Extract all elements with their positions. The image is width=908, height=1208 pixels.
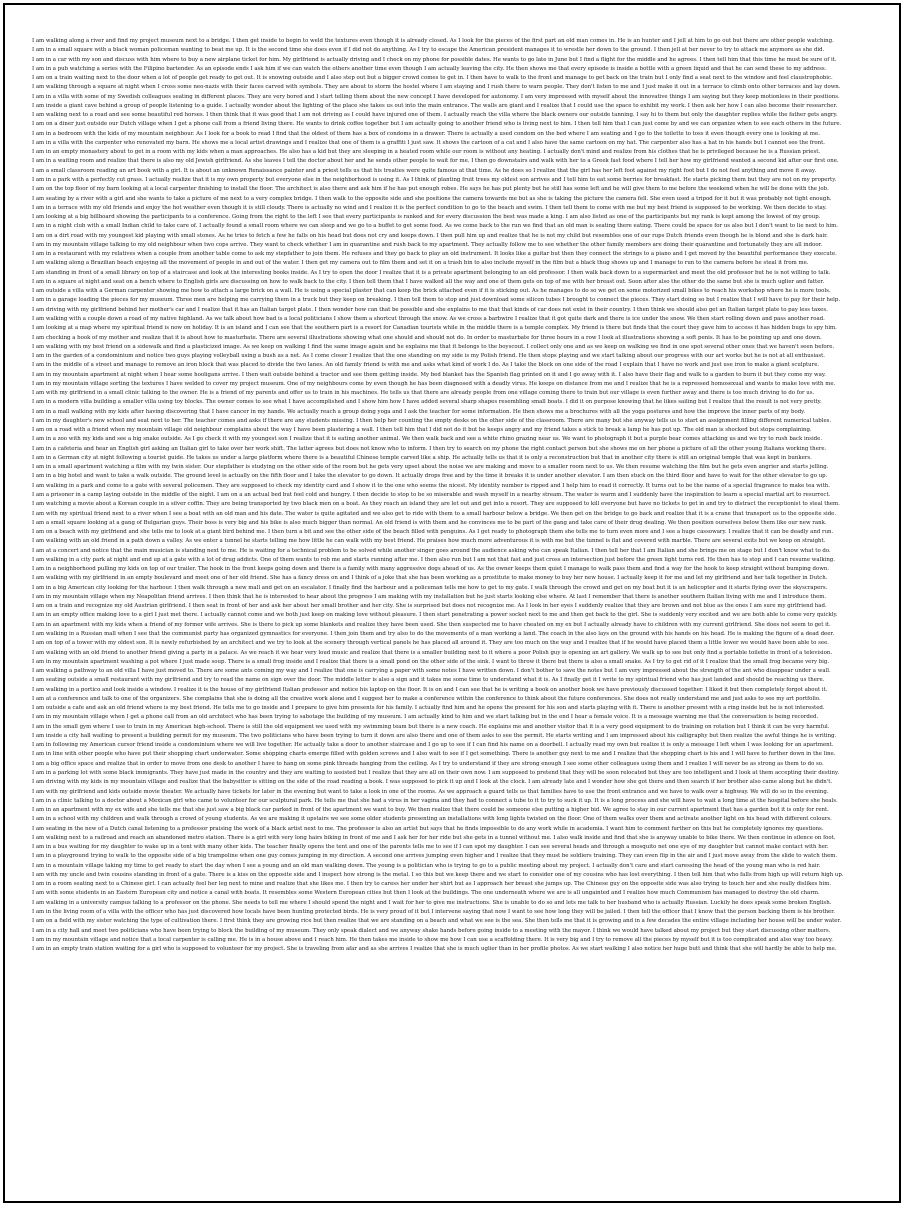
document-line: I am in the living room of a villa with the officer who has just discovered how locals have been hunting protected birds. He is very proud of it but I intervene saying that now I want to see how long they will be jailed. I then tell the officer that I know that the person backing them is his brother.: [32, 908, 835, 915]
document-line: I am walking next to a railroad and reach an abandoned metro station. There is a girl with very long hairs biking in front of me and I ask her for her ride but she gets in a tunnel without me. I also walk inside and find that she is anyway unable to bike there. We then continue in silence on foot.: [32, 834, 836, 841]
document-line: I am in a bedroom with the kids of my mountain neighbour. As I look for a book to read I find that the oldest of them has a box of condoms in a drawer. There is actually a used condom on the bed where I am seating and I go to the toilette to toss it even though every one is looking at me.: [32, 130, 820, 137]
document-line: I am in an empty office making love to a girl I just met there. I actually cannot come and we both just keep on making love without pleasure. I then start penetrating a power socket next to me and then get back to the girl. She is suddenly very excited and we are both able to come very quickly.: [32, 612, 838, 619]
document-line: I am in a big American city looking for the harbour. I then walk through a new mall and get on an escalator. I finally find the harbour and a policeman tells me how to get to my gate. I walk through the crowd and get on my boat but it is an helicopter and it starts flying over the skyscrapers.: [32, 584, 828, 591]
document-line: I am in a zoo with my kids and see a big snake outside. As I go check it with my youngest son I realize that it is eating another animal. We then walk back and see a white rhino grazing near us. We want to photograph it but a purple bear comes attacking us and we try to rush back inside.: [32, 436, 823, 443]
document-line: I am watching a movie about a Korean couple in a silver coffin. They are being transported by two black men on a boat. As they reach an island they are let out and get into a resort. They are supposed to kill everyone but have no tickets to get in and try to distract the receptionist to steal them.: [32, 501, 840, 508]
document-line: I am walking in a city park at night and end up at a gate with a lot of drug addicts. One of them wants to rob me and starts running after me. I then also run but I am not that fast and just cross an intersection just before the green light turns red. He then has to stop and I can resume walking.: [32, 556, 835, 563]
document-line: I am in a playground trying to walk to the opposite side of a big trampoline when one guy comes jumping in my direction. A second one arrives jumping even higher and I realize that they must be soldiers training. They can even flip in the air and I just move away from the slide to watch them.: [32, 853, 838, 860]
page-frame: [3, 3, 901, 1203]
document-line: I am looking at a map where my spiritual friend is now on holiday. It is an island and I can see that the southern part is a resort for Canadian tourists while in the middle there is a temple complex. My friend is there but finds that the court they gave him to access it has hidden bugs to spy him.: [32, 325, 837, 332]
document-line: I am seating outside a small restaurant with my girlfriend and try to read the name on sign over the door. The middle letter is also a sign and it takes me some time to understand what it is. As I finally get it I write to my spiritual friend who has just landed and should be reaching us there.: [32, 677, 825, 684]
document-line: I am in line with other people who have put their shopping chart underwater. Some shopping charts emerge filled with golden screws and I also wait to see if I get something. There is another guy next to me and I realize that the shopping chart is his and I will have to further down in the line.: [32, 751, 836, 758]
document-body: [32, 37, 882, 1202]
document-line: I am in my daughter's new school and seat next to her. The teacher comes and asks if there are any students missing. I then help her counting the empty desks on the other side of the classroom. There are many but she anyway tells us to start an assignment filling different numerical tables.: [32, 417, 832, 424]
document-line: I am in the middle of a street and manage to remove an iron block that was placed to divide the two lanes. An old family friend is with me and asks what kind of work I do. As I take the block on one side of the road I explain that I have no work and just use iron to make a giant sculpture.: [32, 362, 820, 369]
document-line: I am on a train waiting next to the door when a lot of people get ready to get out. It is snowing outside and I also step out but a bigger crowd comes to get in. I then have to walk to the front and manage to get back on the train but I only find a seat next to the window and feel claustrophobic.: [32, 75, 833, 82]
document-line: I am in a bus waiting for my daughter to wake up in a tent with many other kids. The teacher finally opens the tent and one of the parents tells me to see if I can spot my daughter. I can see several heads and through a mosquito net one eye of my daughter but cannot make contact with her.: [32, 844, 829, 851]
document-line: I am in a park with a perfectly cut grass. I actually realize that it is my own property but everyone else in the neighborhood is using it. As I think of planting fruit trees my oldest son arrives and I tell him to eat some berries for breakfast. He starts picking them but they are not on my property.: [32, 176, 837, 183]
document-line: I am walking with a couple down a road of my native highland. As we talk about how bad is a local politicians I show them a shortcut through the snow. As we cross a barbwire I realize that it got quite dark and there is ice under the snow. We then start rolling down and pass another road.: [32, 315, 825, 322]
document-line: I am in a big hotel and want to take a walk outside. The ground level is actually on the fifth floor and I take the elevator to go down. It actually drops free and by the time it breaks it is under another elevator. I am then stuck on the third floor and have to wait for the other elevator to go up.: [32, 473, 828, 480]
document-line: I am in an apartment with my ex wife and she tells me that she just saw a big black car parked in front of the apartment we want to buy. We then realize that there could be someone else putting a higher bid. We agree to stay in our current apartment that has a garden but it is only for rent.: [32, 807, 829, 814]
document-line: I am in a villa with the carpenter who renovated my barn. He shows me a local artist drawings and I realize that one of them is a graffiti I just saw. It shows the cartoon of a cat and I also have the same cartoon on my hat. The carpenter also has a hat in his hands but I cannot see the front.: [32, 139, 826, 146]
document-line: I am in following my American cursor friend inside a condominium where we will live together. He actually take a door to another staircase and I go up to see if I can find his name on a doorbell. I actually read my own but realize it is only a message I left when I was looking for an apartment.: [32, 742, 834, 749]
document-line: I am in a car with my son and discuss with him where to buy a new airplane ticket for him. My girlfriend is actually driving and I check on my phone for possible dates. He wants to go late in June but I find a flight for the middle and he agrees. I then tell him that this time he must be sure of it.: [32, 56, 837, 63]
document-line: I am with my spiritual friend next to a river when I see a boat with an old man and his date. The water is quite agitated and we also get to ride with them to a small harbour below a bridge. We then get on the bridge to go back and realize that it is a crane that transport us to the opposite side.: [32, 510, 837, 517]
document-line: I am with my uncle and twin cousins standing in front of a gate. There is a kiss on the opposite side and I inspect how strong is the metal. I so this but we keep there and we start to consider one of my cousins who has lost everything. I then tell him that who falls from high up will return high up.: [32, 871, 844, 878]
document-line: I am a big office space and realize that in order to move from one desk to another I have to hang on some pink threads hanging from the ceiling. As I try to understand if they are strong enough I see some other colleagues using them and I realize I will never be as strong as them to do so.: [32, 760, 824, 767]
document-line: I am walking with an old friend in a path down a valley. As we enter a tunnel he starts telling me how little he can walk with my best friend. He praises how much more adventurous it is with me but the tunnel is flat and covered with marble. There are several exits but we keep on straight.: [32, 538, 826, 545]
document-line: I am in a small apartment watching a film with my twin sister. Our stepfather is studying on the other side of the room but he gets very upset about the noise we are making and move to a smaller room next to us. We then resume watching the film but he gets even angrier and starts jelling.: [32, 464, 829, 471]
document-line: I am in my mountain village when I get a phone call from an old architect who has been trying to sabotage the building of my museum. I am actually kind to him and we start talking but in the end I hear a female voice. It is a message warning me that the conversation is being recorded.: [32, 714, 819, 721]
document-line: I am at a conference and talk to one of the organizers. She complains that she is doing all the creative work alone and I suggest her to make a conference within the conference to think about the future conferences. She does not really understand me and just asks to see my art portfolio.: [32, 695, 821, 702]
document-line: I am in a mountain village taking my time to get ready to start the day when I see a young and an old man walking down. The young is a politician who is trying to go to a public meeting about my project. I actually don't care and start caressing the head of the young man who is red hair.: [32, 862, 821, 869]
document-line: I am in a night club with a small Indian child to take care of. I actually found a small room where we can sleep and we go to a buffet to get some food. As we come back to the run we find that an old man is seating there eating. There could be space for us also but I don't want to lie next to him.: [32, 223, 838, 230]
document-line: I am driving with my kids in my mountain village and realize that the babysitter is sitting on the side of the road reading a book. I was supposed to pick it up and I look at the clock. I am already late and I wonder how she got there and then search if her brother also came along but he didn't.: [32, 779, 833, 786]
document-line: I am on a beach with my girlfriend and she tells me to look at a giant bird behind me. I then turn a bit and see the other side of the beach filled with penguins. As I get ready to photograph them she tells me to turn even more and I see a huge cassowary. I realize that it can be deadly and run.: [32, 529, 834, 536]
document-line: I am in a waiting room and realize that there is also my old Jewish girlfriend. As she leaves I tell the doctor about her and he sends other people to wait for me. I then go downstairs and walk with her to a Greek fast food where I tell her how my girlfriend wanted a second kid after our first one.: [32, 158, 839, 165]
document-line: I am in an empty train station waiting for a girl who is supposed to volunteer for my project. She is traveling from afar and as she arrives I realize that she is much uglier than in her profile photos. As we start walking I also notice her huge butt and think that she will hardly be able to help me.: [32, 946, 837, 953]
document-line: I am in a parking lot with some black immigrants. They have just made in the country and they are waiting to assisted but I realize that they are all on their own now. I am supposed to pretend that they will be soon relocated but they are too intelligent and I look at them accepting their destiny.: [32, 769, 840, 776]
document-line: I am in a room seating next to a Chinese girl. I can actually feel her leg next to mine and realize that she likes me. I then try to caress her under her shirt but as I approach her breast she jumps up. The Chinese guy on the opposite side was also trying to touch her and she really dislikes him.: [32, 881, 832, 888]
document-line: I am outside a cafe and ask an old friend where is my best friend. He tells me to go inside and I prepare to give him presents for his family. I actually find him and he opens the present for his son and starts playing with it. There is another present with a ring inside but he is not interested.: [32, 705, 825, 712]
document-line: I am walking next to a road and see some beautiful red horses. I then think that it was good that I am not driving as I could have injured one of them. I actually reach the villa where the black owners our outside tanning. I say hi to them but only the daughter replies while the father gets angry.: [32, 112, 838, 119]
document-line: I am in a clinic talking to a doctor about a Mexican girl who came to volunteer for our sculptural park. He tells me that she had a virus in her vagina and they had to connect a tube to it to try to suck it up. It is a long process and she will have to wait a long time at the hospital before she heals.: [32, 797, 838, 804]
document-line: I am walking through a square at night when I cross some neo-nazis with their faces carved with symbols. They are about to storm the hostel where I am staying and I rush there to warn people. They don't listen to me and I just make it out in a terrace to climb onto other terraces and lay down.: [32, 84, 841, 91]
document-line: I am in a terrace with my old friends and enjoy the hot weather even though it is still cloudy. There is actually no wind and I realize it is the perfect condition to go to the beach and swim. I then tell them to come with me but my best friend is supposed to be working. We then decide to stay.: [32, 204, 827, 211]
document-line: I am in an apartment with my kids when a friend of my former wife arrives. She is there to pick up some blankets and realize they have been used. She then suspected me to have cheated on my ex but I actually already have to children with my current girlfriend. She does not seem to get it.: [32, 621, 831, 628]
document-line: I am on a road with a friend when my mountain village old neighbour complains about the way I have been plastering a wall. I then tell him that I did not do it but he keeps angry and my friend takes a stick to break a lamp he has put up. The old man is shocked but stops complaining.: [32, 427, 812, 434]
document-line: I am on a diner just outside our Dutch village when I get a phone call from a friend living there. He wants to drink coffee together but I am actually going to another friend who is living next to him. I then tell him that I can just come by and we can organize when to see each others in the future.: [32, 121, 842, 128]
document-line: I am walking in a Russian mall when I see that the communist party has organized gymnastics for everyone. I then join them and try also to do the movements of a man working a land. The coach in the also lays on the ground with his hands on his head. He is making the figure of a dead deer.: [32, 631, 835, 637]
document-line: I am in a cafeteria and hear an English girl asking an Italian girl to take over her work shift. The latter agrees but does not know who to inform. I then try to search on my phone the right contact person but she shows me on her phone a picture of all the other young Italians working there.: [32, 445, 827, 452]
document-line: I am in a German city at night following a tourist guide. He takes us under a large platform where there is a beautiful Chinese temple carved like a ship. He actually tells us that it is only a reconstruction but that in another city there is still an original temple that was kept in bunkers.: [32, 454, 812, 461]
document-line: I am in a small square with a black woman policeman wanting to beat me up. It is the second time she does even if I did not do anything. As I try to escape the American president manages it to wrestle her down to the ground. I then jell at her never to try to attack me anymore as she did.: [32, 47, 825, 54]
document-line: I am in a neighborhood pulling my kids on top of our trailer. The hook in the front keeps going down and there is a family with many aggressive dogs ahead of us. As the owner keeps them quiet I manage to walk pass them and find a way for the hook to keep straight without bumping down.: [32, 566, 830, 573]
document-line: I am walking along a Brazilian beach enjoying all the movement of people in and out of the water. I then get my camera out to film them and set it on a trash bin to also include myself in the film but a black thug shows up and I manage to run to the camera before he steal it from me.: [32, 260, 809, 267]
document-line: I am in my mountain village when my Neapolitan friend arrives. I then think that he is interested to hear about the progress I am making with my installation but he just starts looking else where. At last I remember that there is another southern Italian living with me and I introduce them.: [32, 593, 827, 600]
document-line: I am inside a giant cave behind a group of people listening to a guide. I actually wonder about the lighting of the place she takes us out into the main entrance. The walls are giant and I realize that I could use the space to exhibit my work. I then ask her how I can also become their researcher.: [32, 102, 838, 109]
document-line: I am on a train and recognize my old Austrian girlfriend. I then seat in front of her and ask her about her small brother and her city. She is surprised but does not recognize me. As I look in her eyes I suddenly realize that they are brown and not blue as the ones I am sure my girlfriend had.: [32, 603, 827, 610]
document-line: I am on a dirt road with my youngest kid playing with small stones. As he tries to fetch a few he falls on his head but does not cry and keeps down. I then pull him up and realize that he is not my child but resembles one of our rups Dutch friends even though he is blond and she is dark hair.: [32, 232, 828, 239]
document-line: I am at a concert and notice that the main musician is standing next to me. He is waiting for a technical problem to be solved while another singer goes around the audience asking who can speak Italian. I then tell her that I am Italian and she brings me on stage but I don't know what to do.: [32, 547, 831, 554]
document-line: I am a prisoner in a camp laying outside in the middle of the night. I am on a an actual bed but feel cold and hungry. I then decide to stop to be so miserable and wash myself in a nearby stream. The water is warm and I suddenly have the inspiration to learn a special martial art to resurrect.: [32, 492, 831, 499]
document-line: I am walking with my girlfriend in an empty boulevard and meet one of her old friend. She has a fancy dress on and I think of a joke that she has been working as a prostitute to make money to buy her new house. I actually keep it for me and let my girlfriend and her talk together in Dutch.: [32, 575, 828, 582]
document-line: I am in a restaurant with my relatives when a couple from another table come to ask my stepfather to join them. He refuses and they go back to play an old instrument. It looks like a guitar but then they connect the strings to a piano and I get moved by the beautiful performance they execute.: [32, 251, 837, 258]
document-line: I am with some students in an Eastern European city and notice a canal with boats. It resembles some Western European cities but then I look at the buildings. The one underneath where we are is all ungainted and I realize how much Communism has managed to destroy the old charm.: [32, 890, 820, 897]
document-line: I am on top of a tower with my oldest son. It is newly refurbished by an architect and we try to look at the scenery through vertical panels he has placed all around it. They are too much on the way and I realize that if he would have placed them a little lower we would have been able to see.: [32, 640, 830, 647]
document-line: I am in a villa with some of my Swedish colleagues seating in different places. They are very bored and I start telling them about the new concept I have developed for autonomy. I am very impressed with myself about the innovative things I am saying but they keep motionless in their positions.: [32, 93, 840, 100]
document-line: I am walking in a university campus talking to a professor on the phone. She needs to tell me where I should spend the night and I wait for her to give me instructions. She is unable to do so and lets me talk to her husband who is actually Russian. Luckily he does speak some broken English.: [32, 899, 832, 906]
document-line: I am in a garage loading the pieces for my museum. Three men are helping me carrying them in a truck but they keep on breaking. I then tell them to stop and just download some silicon tubes I brought to connect the pieces. They start doing so but I realize that I will have to pay for their help.: [32, 297, 841, 304]
document-line: I am in a city hall and meet two politicians who have been trying to block the building of my museum. They only speak dialect and we anyway shake hands before going inside to a meeting with the mayor. I think we would have talked about my project but they start discussing other matters.: [32, 927, 831, 934]
document-line: I am standing in front of a small library on top of a staircase and look at the interesting books inside. As I try to open the door I realize that it is a private apartment belonging to an old professor. I then walk back down to a supermarket and meet the old professor but he is not willing to talk.: [32, 269, 831, 276]
document-line: I am in my mountain village and notice that a local carpenter is calling me. He is in a house above and I reach him. He then takes me inside to show me how I can use a scaffolding there. It is very big and I try to remove all the pieces by myself but it is too complicated and also way too heavy.: [32, 936, 833, 943]
document-line: I am driving with my girlfriend behind her mother's car and I realize that it has an Italian target plate. I then wonder how can that be possible and she explains to me that that kinds of car does not exist in their country. I then think we should also get an Italian target plate to pay less taxes.: [32, 306, 828, 313]
document-line: I am walking with an old friend to another friend giving a party in a palace. As we reach it we hear very loud music and realize that there is a smaller building next to it where a poor Polish guy is opening an art gallery. We walk up to see but only find a portable toilette in front of a television.: [32, 649, 833, 656]
document-line: I am in an empty monastery about to get in a room with my kids when a man approaches. He also has a kid but they are sleeping in a heated room while our room is without any heating. I actually don't mind and realize from his clothes that he is privileged because he is a Russian priest.: [32, 149, 821, 156]
document-line: I am in a mall walking with my kids after having discovering that I have cancer in my hands. We actually reach a group doing yoga and I ask the teacher for some information. He then shows me a brochures with all the yoga postures and how the improve the inner parts of my body.: [32, 408, 806, 415]
document-line: I am outside a villa with a German carpenter showing me how to attach a large brick on a wall. He is using a special plaster that can keep the brick attached even if it is sticking out. As he manages to do so we get on some motorized small bikes to reach his workshop where he is more tools.: [32, 288, 831, 295]
document-line: I am in my mountain village sorting the textures I have welded to cover my project museum. One of my neighbours come by even though he has been diagnosed with a deadly virus. He keeps on distance from me and I realize that he is a repressed homosexual and wants to make love with me.: [32, 380, 836, 387]
document-line: I am seating in the new of a Dutch canal listening to a professor praising the work of a black artist next to me. The professor is also an artist but says that he finds impossible to do any work while in academia. I want him to comment further on this but he completely ignores my questions.: [32, 825, 824, 832]
document-line: I am on the top floor of my barn looking at a local carpenter finishing to install the floor. The architect is also there and ask him if he has put enough robes. He says he has put plenty but he still has some left and he will give them to me before the weekend when he will be done with the job.: [32, 186, 829, 193]
document-line: I am inside a city hall waiting to present a building permit for my museum. The two politicians who have been trying to turn it down are also there and one of them asks to see the permit. He starts writing and I am impressed about his calligraphy but then realize the awful things he is writing.: [32, 732, 837, 739]
document-line: I am in a school with my children and walk through a crowd of young students. As we are making it upstairs we see some older students presenting an installations with long lights twisted on the floor. One of them walks over them and activate another light on his head with different colours.: [32, 816, 832, 823]
document-line: I am a small square looking at a gang of Bulgarian guys. Their boss is very big and his bike is also much bigger than normal. An old friend is with them and he convinces me to be part of the gang and take care of their drug dealing. We then position ourselves below them like our new rank.: [32, 519, 827, 526]
document-line: I am walking in a park and come to a gate with several policemen. They are supposed to check my identity card and I show it to the one who seems the nicest. My identity number is ripped and I help him to read it correctly. It turns out to be the name of a special fragrance to make tea with.: [32, 482, 830, 489]
document-line: I am with my girlfriend in a small clinic talking to the owner. He is a friend of my parents and offer us to train in his machines. He tells us that there are already people from one village coming there to train but our village is even further away and there is too much driving to do for us.: [32, 390, 815, 397]
document-line: I am in the garden of a condominium and notice two guys playing volleyball using a bush as a net. As I come closer I realize that the one standing on my side is my Polish friend. He then stops playing and we start talking about our progress with our art works but he is not at all enthusiast.: [32, 353, 826, 360]
document-line: I am walking along a river and find my project museum next to a bridge. I then get inside to begin to weld the textures even though it is already closed. As I look for the pieces of the first part an old man comes in. He is an hunter and I jell at him to go out but there are other people watching.: [32, 38, 834, 44]
document-line: I am in my mountain apartment washing a pot where I just made soup. There is a small frog inside and I realize that there is a small pond on the other side of the sink. I want to throw it there but there is also a small snake. As I try to get rid of it I realize that the small frog became very big.: [32, 658, 830, 665]
document-line: I am with my girlfriend and kids outside movie theater. We actually have tickets for later in the evening but want to take a look in one of the rooms. As we approach a guard tells us that families have to use the front entrance and we have to walk over a highway. We will do so in the evening.: [32, 788, 829, 795]
document-line: I am looking at a big billboard showing the participants to a conference. Going from the right to the left I see that every participants is ranked and for every discussion the best was made a king. I am also listed as one of the participants but my rank is kept among the lowest of my group.: [32, 214, 821, 221]
document-line: I am in a pub watching a series with the Filipino bartender. As an episode ends I ask him if we can watch the others another time even though I am actually leaving the city. He then shows me that every episode is inside a bottle with a green liquid and that he can send these to my address.: [32, 65, 827, 72]
document-line: I am in a square at night and seat on a bench where to English girls are discussing on how to walk back to the city. I then tell them that I have walked all the way and one of them gets on top of me with her breast out. Soon after also the other do the same but she is much uglier and fatter.: [32, 278, 825, 285]
document-line: I am checking a book of my mother and realize that it is about how to masturbate. There are several illustrations showing what one should and should not do. In order to masturbate for three hours in a row I look at illustrations showing a soft penis. It has to be pointing up and one down.: [32, 334, 822, 341]
document-line: I am in a modern villa building a smaller villa using toy blocks. The owner comes to see what I have accomplished and I show him how I have added several sharp shapes resembling small boats. I did it on purpose knowing that he likes sailing but I realize that the result is not very pretty.: [32, 399, 822, 406]
document-line: I am in my mountain apartment at night when I hear some hooligans arrive. I then wait outside behind a tractor and see them getting inside. My bed blanket has the Spanish flag printed on it and I go away with it. I also have their flag and walk to a garden to burn it but they come my way.: [32, 371, 826, 378]
document-line: I am walking with my best friend on a sidewalk and find a plasticized image. As we keep on walking I find the same image again and he explains me that it belongs to the boyscout. I collect only one and as we keep on walking we find in one spot several other ones that we haven't seen before.: [32, 343, 835, 350]
document-line: I am on a field with my sister watching the type of cultivation there. I first think they are growing rice but then realize that we are standing on a beach and what we see is the sea. She then tells me that it is growing and in a few decades the entire village including her house will be under water.: [32, 918, 842, 925]
document-line: I am a small classroom reading an art book with a girl. It is about an unknown Renaissance painter and a priest tells us that his treaties were quite famous at that time. As he does so I realize that the girl has her left foot against my right foot but I do not feel anything and move it away.: [32, 167, 817, 174]
document-line: I am seating by a river with a girl and she wants to take a picture of me next to a very complex bridge. I then walk to the opposite side and she positions the camera towards me but as she is taking the picture the camera fell. She even used a tripod for it but it was probably not tight enough.: [32, 195, 832, 202]
document-line: I am in my mountain village talking to my old neighbour when two cops arrive. They want to check whether I am in quarantine and rush back to my apartment. They actually follow me to see whether the other family members are doing their quarantine and fortunately they are all indoor.: [32, 241, 823, 248]
document-line: I am in the small gym where I use to train in my American high-school. There is still the old equipment we used with my swimming team but there is a new coach. He explains me and another visitor that it is a very good equipment to do training on rotation but I think it can be very harmful.: [32, 723, 830, 730]
document-line: I am walking a pathway to an old villa I have just moved to. There are some ants coming my way and I realize that one is carrying a paper with some notes I have written down. I don't bother to save the notes but I am very impressed about the strength of the ant who disappear under a wall.: [32, 668, 831, 675]
document-line: I am walking in a portico and look inside a window. I realize it is the house of my girlfriend Italian professor and notice his laptop on the floor. It is on and I can see that he is writing a book on another book we have previously discussed together. I liked it but then completely forgot about it.: [32, 686, 828, 693]
